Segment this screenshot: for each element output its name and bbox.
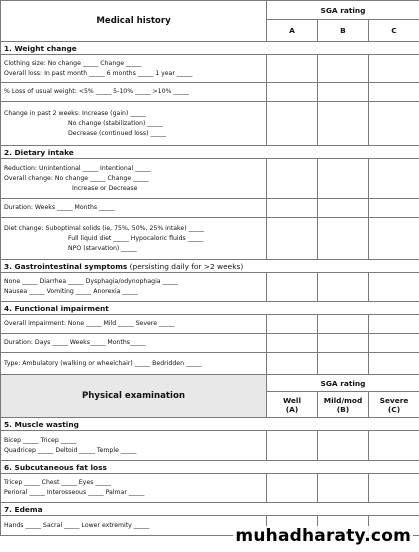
- clothing-size-line: Clothing size: No change _____ Change _____: [4, 59, 142, 67]
- past-2-weeks-no-change: No change (stabilization) _____: [68, 119, 163, 127]
- rating-c-cell[interactable]: [369, 353, 419, 375]
- rating-c-cell[interactable]: [369, 199, 419, 218]
- section-weight-change: 1. Weight change: [1, 42, 419, 55]
- rating-b-cell[interactable]: [318, 474, 369, 503]
- rating-a-cell[interactable]: [267, 334, 318, 353]
- pct-loss-line: % Loss of usual weight: <5% _____ 5-10% _____ >10% _____: [1, 83, 267, 102]
- rating-c-cell[interactable]: [369, 102, 419, 146]
- section-muscle-wasting: 5. Muscle wasting: [1, 418, 419, 431]
- rating-b-cell[interactable]: [318, 83, 369, 102]
- physical-exam-heading: Physical examination: [1, 375, 267, 418]
- overall-loss-line: Overall loss: In past month _____ 6 months _____ 1 year _____: [4, 69, 193, 77]
- rating-a-cell[interactable]: [267, 55, 318, 83]
- severe-sub: (C): [387, 404, 401, 414]
- mild-heading: [318, 392, 369, 418]
- rating-a-cell[interactable]: [267, 474, 318, 503]
- rating-b-cell[interactable]: [318, 199, 369, 218]
- mild-label: Mild/mod: [323, 395, 363, 405]
- col-c-heading: C: [369, 20, 419, 42]
- muscle-line-a: Bicep _____ Tricep _____: [4, 436, 77, 444]
- rating-b-cell[interactable]: [318, 431, 369, 461]
- muscle-wasting: [1, 431, 267, 461]
- dietary-reduction: [1, 159, 267, 199]
- col-a-heading: A: [267, 20, 318, 42]
- fat-loss: [1, 474, 267, 503]
- section-subcutaneous-fat: 6. Subcutaneous fat loss: [1, 461, 419, 474]
- rating-c-cell[interactable]: [369, 431, 419, 461]
- diet-change: [1, 218, 267, 260]
- rating-a-cell[interactable]: [267, 315, 318, 334]
- rating-a-cell[interactable]: [267, 273, 318, 302]
- rating-a-cell[interactable]: [267, 159, 318, 199]
- rating-a-cell[interactable]: [267, 83, 318, 102]
- functional-duration-line: Duration: Days _____ Weeks_____ Months_____: [1, 334, 267, 353]
- rating-c-cell[interactable]: [369, 334, 419, 353]
- rating-c-cell[interactable]: [369, 315, 419, 334]
- gi-line-a: None _____ Diarrhea _____ Dysphagia/odynophagia _____: [4, 278, 179, 285]
- severe-heading: [369, 392, 419, 418]
- gi-line-b: Nausea _____ Vomiting _____ Anorexia _____: [4, 288, 138, 295]
- functional-overall-line: Overall impairment: None _____ Mild _____ Severe _____: [1, 315, 267, 334]
- fat-line-b: Perioral _____ Interosseous _____ Palmar _____: [4, 489, 145, 496]
- reduction-line: Reduction: Unintentional _____ Intentional _____: [4, 164, 151, 172]
- rating-a-cell[interactable]: [267, 353, 318, 375]
- rating-b-cell[interactable]: [318, 102, 369, 146]
- well-sub: (A): [285, 404, 299, 414]
- rating-b-cell[interactable]: [318, 273, 369, 302]
- diet-change-liquid: Full liquid diet _____ Hypocaloric fluids _____: [68, 234, 204, 242]
- col-b-heading: B: [318, 20, 369, 42]
- rating-c-cell[interactable]: [369, 273, 419, 302]
- rating-c-cell[interactable]: [369, 159, 419, 199]
- physical-sga-rating-heading: SGA rating: [267, 375, 419, 392]
- functional-type-line: Type: Ambulatory (walking or wheelchair) _____ Bedridden _____: [1, 353, 267, 375]
- rating-b-cell[interactable]: [318, 353, 369, 375]
- well-heading: [267, 392, 318, 418]
- gi-symptoms: [1, 273, 267, 302]
- diet-change-solids: Diet change: Suboptimal solids (ie, 75%, 50%, 25% intake) _____: [4, 224, 205, 232]
- weight-change-overall: [1, 55, 267, 83]
- rating-c-cell[interactable]: [369, 474, 419, 503]
- severe-label: Severe: [379, 395, 409, 405]
- muscle-line-b: Quadricep _____ Deltoid _____ Temple _____: [4, 446, 137, 454]
- gi-title-note: (persisting daily for >2 weeks): [127, 261, 244, 271]
- rating-a-cell[interactable]: [267, 431, 318, 461]
- rating-c-cell[interactable]: [369, 83, 419, 102]
- past-2-weeks-increase: Change in past 2 weeks: Increase (gain) _____: [4, 109, 146, 117]
- past-2-weeks-decrease: Decrease (continued loss) _____: [68, 129, 166, 137]
- gi-title: 3. Gastrointestinal symptoms: [4, 261, 128, 271]
- overall-change-line: Overall change: No change _____ Change _____: [4, 174, 149, 182]
- section-dietary-intake: 2. Dietary intake: [1, 146, 419, 159]
- section-functional-impairment: 4. Functional impairment: [1, 302, 419, 315]
- past-2-weeks-change: [1, 102, 267, 146]
- rating-b-cell[interactable]: [318, 55, 369, 83]
- diet-change-npo: NPO (starvation) _____: [68, 244, 137, 252]
- watermark: muhadharaty.com: [235, 526, 411, 546]
- mild-sub: (B): [336, 404, 350, 414]
- increase-decrease-line: Increase or Decrease: [72, 184, 138, 192]
- rating-a-cell[interactable]: [267, 218, 318, 260]
- fat-line-a: Tricep _____ Chest _____ Eyes _____: [4, 479, 111, 486]
- well-label: Well: [283, 395, 301, 405]
- rating-c-cell[interactable]: [369, 218, 419, 260]
- rating-b-cell[interactable]: [318, 315, 369, 334]
- medical-history-heading: Medical history: [1, 1, 267, 42]
- rating-a-cell[interactable]: [267, 199, 318, 218]
- sga-rating-heading: SGA rating: [267, 1, 419, 20]
- rating-c-cell[interactable]: [369, 55, 419, 83]
- rating-b-cell[interactable]: [318, 334, 369, 353]
- edema-line-a: Hands _____ Sacral _____ Lower extremity _____: [1, 516, 267, 536]
- section-edema: 7. Edema: [1, 503, 419, 516]
- rating-b-cell[interactable]: [318, 159, 369, 199]
- section-gi-symptoms: [1, 260, 419, 273]
- rating-a-cell[interactable]: [267, 102, 318, 146]
- rating-b-cell[interactable]: [318, 218, 369, 260]
- dietary-duration-line: Duration: Weeks _____ Months _____: [1, 199, 267, 218]
